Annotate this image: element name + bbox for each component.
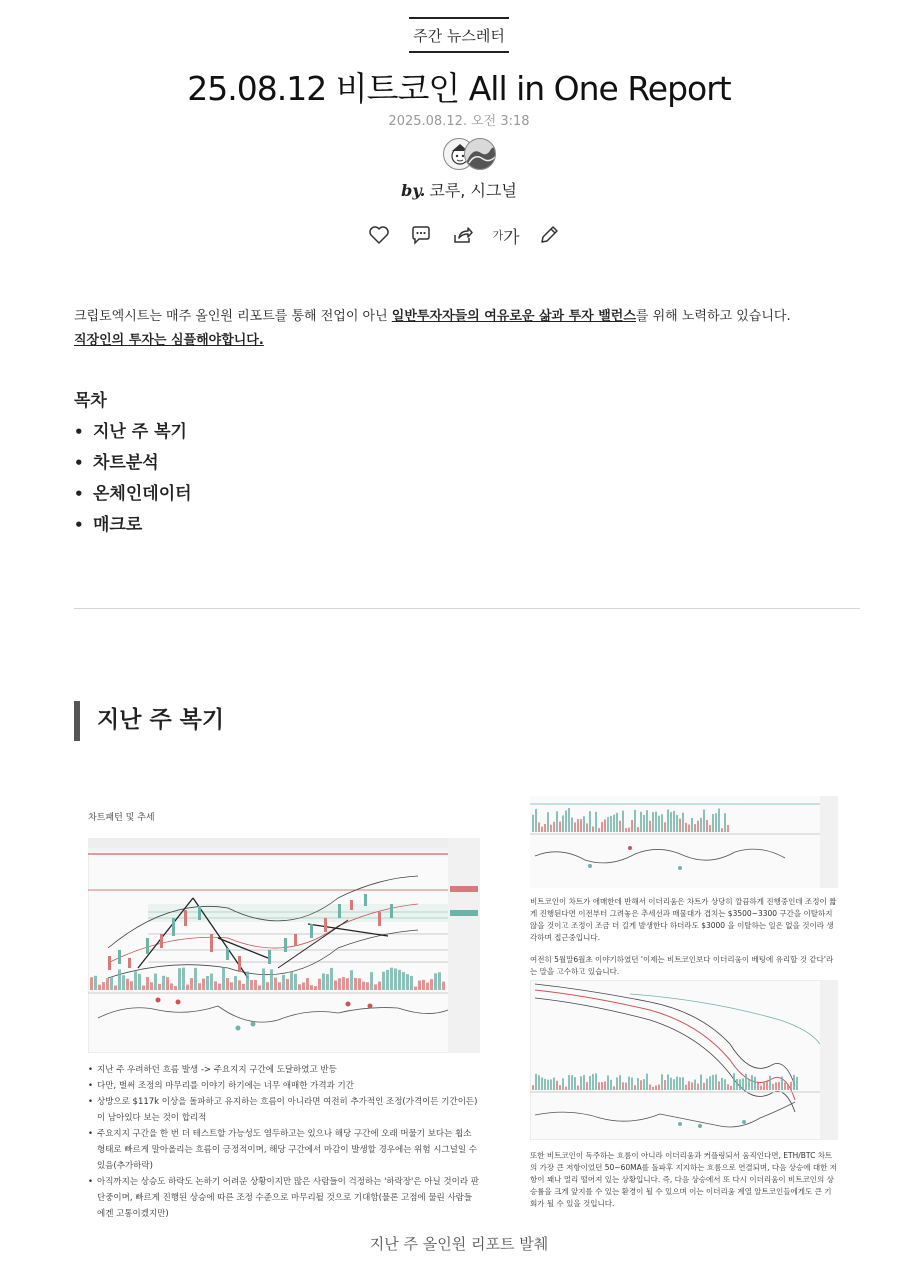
volume-bar [142, 985, 145, 990]
volume-bar [715, 813, 717, 832]
edit-button[interactable] [536, 222, 562, 248]
volume-bar [406, 974, 409, 990]
volume-bar [751, 1075, 753, 1090]
volume-bar [727, 1084, 729, 1090]
volume-bar [709, 1076, 711, 1090]
volume-bar [382, 972, 385, 990]
toc-item[interactable]: • 매크로 [74, 510, 192, 541]
volume-bar [697, 1084, 699, 1090]
volume-bar [568, 808, 570, 832]
volume-bar [106, 978, 109, 990]
volume-bar [210, 974, 213, 990]
volume-bar [583, 1075, 585, 1090]
volume-bar [565, 810, 567, 832]
volume-bar [556, 811, 558, 832]
volume-bar [544, 824, 546, 832]
volume-bar [226, 978, 229, 990]
volume-bar [760, 1086, 762, 1090]
volume-bar [772, 1084, 774, 1090]
volume-bar [607, 1075, 609, 1090]
volume-bar [158, 984, 161, 990]
volume-bar [202, 979, 205, 990]
volume-bar [547, 812, 549, 832]
volume-bar [418, 981, 421, 990]
volume-bar [577, 1085, 579, 1090]
author-avatars[interactable] [443, 138, 497, 172]
volume-bar [736, 1079, 738, 1090]
volume-bar [577, 819, 579, 832]
volume-bar [724, 813, 726, 832]
volume-bar [700, 818, 702, 832]
volume-bar [242, 984, 245, 990]
volume-bar [538, 1075, 540, 1090]
report-image-right[interactable] [528, 796, 840, 1218]
volume-bar [670, 812, 672, 832]
volume-bar [130, 981, 133, 990]
volume-bar [114, 985, 117, 990]
volume-bar [748, 1080, 750, 1090]
volume-bar [649, 1085, 651, 1090]
volume-bar [676, 1077, 678, 1090]
volume-bar [673, 811, 675, 832]
volume-bar [625, 1083, 627, 1090]
volume-bar [757, 1082, 759, 1090]
volume-bar [616, 1077, 618, 1090]
volume-bar [628, 1077, 630, 1090]
volume-bar [604, 819, 606, 832]
volume-bar [246, 972, 249, 990]
volume-bar [298, 984, 301, 990]
volume-bar [670, 1078, 672, 1090]
volume-bar [601, 1082, 603, 1090]
volume-bar [282, 975, 285, 990]
volume-bar [643, 815, 645, 832]
volume-bar [238, 980, 241, 990]
volume-bar [652, 1087, 654, 1090]
volume-bar [769, 1076, 771, 1090]
volume-bar [601, 822, 603, 832]
volume-bar [186, 985, 189, 990]
like-button[interactable] [366, 222, 392, 248]
volume-bar [712, 1075, 714, 1090]
volume-bar [619, 1075, 621, 1090]
intro-part2: 를 위해 노력하고 있습니다. [635, 309, 791, 324]
volume-bar [658, 1085, 660, 1090]
volume-bar [250, 980, 253, 990]
volume-bar [721, 1078, 723, 1090]
volume-bar [712, 814, 714, 832]
volume-bar [174, 986, 177, 990]
volume-bar [739, 1079, 741, 1090]
volume-bar [270, 969, 273, 990]
volume-bar [685, 1085, 687, 1090]
volume-bar [354, 978, 357, 990]
volume-bar [550, 825, 552, 832]
post-date: 2025.08.12. 오전 3:18 [388, 114, 530, 129]
volume-bar [589, 811, 591, 832]
volume-bar [787, 1084, 789, 1090]
volume-bar [438, 972, 441, 990]
volume-bar [290, 972, 293, 990]
volume-bar [634, 810, 636, 832]
volume-bar [254, 980, 257, 990]
volume-bar [763, 1082, 765, 1090]
volume-bar [592, 826, 594, 832]
volume-bar [568, 1075, 570, 1090]
volume-bar [334, 981, 337, 990]
volume-bar [302, 983, 305, 990]
heart-icon [367, 223, 391, 247]
volume-bar [370, 972, 373, 990]
wave-avatar-icon [465, 139, 496, 170]
table-of-contents [74, 417, 192, 541]
volume-bar [700, 1075, 702, 1090]
volume-bar [206, 976, 209, 990]
list-item: • 주요지지 구간을 한 번 더 테스트할 가능성도 염두하고는 있으나 해당 구간에 오래 머물기 보다는 횝소 형태로 빠르게 말아올리는 흐름이 긍정적이며, 해당 구간에서 마감이 발생할 경우에는 위험 시그널일 수 있음(추가하락) [88, 1126, 480, 1174]
share-button[interactable] [450, 222, 476, 248]
volume-bar [667, 1075, 669, 1090]
volume-bar [565, 1087, 567, 1090]
volume-bar [652, 812, 654, 832]
category-label[interactable]: 주간 뉴스레터 [409, 17, 509, 53]
share-icon [451, 223, 475, 247]
volume-bar [574, 1077, 576, 1090]
image-caption: 지난 주 올인원 리포트 발췌 [369, 1235, 549, 1253]
volume-bar [607, 817, 609, 832]
volume-bar [781, 1076, 783, 1090]
volume-bar [778, 1082, 780, 1090]
volume-bar [274, 978, 277, 990]
eth-paragraph-2: 여전히 5월말6월초 이야기하였던 '이제는 비트코인보다 이더리움이 베팅에 유리할 것 같다'라는 말을 고수하고 있습니다. [530, 955, 834, 976]
volume-bar [709, 825, 711, 832]
volume-bar [126, 979, 129, 990]
volume-bar [676, 815, 678, 832]
volume-bar [646, 810, 648, 832]
volume-bar [138, 974, 141, 990]
volume-bar [625, 828, 627, 832]
volume-bar [784, 1082, 786, 1090]
toc-title: 목차 [74, 391, 107, 411]
volume-bar [574, 822, 576, 832]
volume-bar [390, 968, 393, 990]
volume-bar [622, 811, 624, 832]
volume-bar [688, 1081, 690, 1090]
intro-text [74, 305, 854, 353]
volume-bar [610, 816, 612, 832]
volume-bar [218, 984, 221, 990]
volume-bar [422, 980, 425, 990]
comment-button[interactable] [408, 222, 434, 248]
volume-bar [619, 821, 621, 832]
volume-bar [718, 1081, 720, 1090]
volume-bar [262, 968, 265, 990]
volume-bar [322, 973, 325, 990]
font-size-small-glyph: 가 [492, 229, 504, 242]
volume-bar [682, 1077, 684, 1090]
chart-pattern-caption: 차트패턴 및 추세 [88, 813, 155, 823]
volume-bar [730, 1086, 732, 1090]
volume-bar [715, 1074, 717, 1090]
comment-icon [409, 223, 433, 247]
volume-bar [661, 1074, 663, 1090]
volume-bar [538, 822, 540, 832]
volume-bar [589, 1076, 591, 1090]
volume-bar [374, 984, 377, 990]
volume-bar [118, 969, 121, 990]
volume-bar [310, 985, 313, 990]
volume-bar [691, 818, 693, 832]
btc-chart-screenshot [88, 838, 480, 1053]
volume-bar [703, 1083, 705, 1090]
volume-bar [775, 1082, 777, 1090]
section-heading: 지난 주 복기 [74, 701, 224, 741]
volume-bar [214, 981, 217, 990]
volume-bar [595, 812, 597, 832]
volume-bar [541, 1077, 543, 1090]
volume-bar [661, 814, 663, 832]
volume-bar [358, 978, 361, 990]
volume-bar [346, 978, 349, 990]
volume-bar [727, 825, 729, 832]
volume-bar [134, 971, 137, 990]
avatar[interactable] [464, 138, 496, 170]
volume-bar [742, 1078, 744, 1090]
volume-bar [553, 822, 555, 832]
volume-bar [703, 810, 705, 832]
author-byline [0, 178, 918, 201]
volume-bar [414, 987, 417, 990]
volume-bar [694, 824, 696, 832]
volume-bar [655, 812, 657, 832]
volume-bar [150, 982, 153, 990]
volume-bar [190, 978, 193, 990]
post-category[interactable] [0, 17, 918, 53]
volume-bar [679, 819, 681, 832]
volume-bar [146, 977, 149, 990]
volume-bar [90, 977, 93, 990]
volume-bar [580, 819, 582, 832]
volume-bar [796, 1077, 798, 1090]
volume-bar [258, 985, 261, 990]
volume-bar [628, 828, 630, 832]
list-item: • 다만, 벌써 조정의 마무리를 이야기 하기에는 너무 애매한 가격과 기간 [88, 1078, 480, 1094]
volume-bar [610, 1080, 612, 1090]
volume-bar [182, 968, 185, 990]
volume-bar [110, 977, 113, 990]
volume-bar [793, 1075, 795, 1090]
volume-bar [688, 824, 690, 832]
volume-bar [562, 1078, 564, 1090]
volume-bar [790, 1082, 792, 1090]
toc-item[interactable]: • 차트분석 [74, 448, 192, 479]
volume-bar [658, 816, 660, 832]
volume-bar [598, 1082, 600, 1090]
volume-bar [556, 1081, 558, 1090]
volume-bar [266, 982, 269, 990]
volume-bar [559, 1085, 561, 1090]
volume-bar [378, 982, 381, 990]
volume-bar [426, 983, 429, 990]
toc-item[interactable]: • 온체인데이터 [74, 479, 192, 510]
volume-bar [724, 1079, 726, 1090]
volume-bar [394, 968, 397, 990]
intro-emphasis: 일반투자자들의 여유로운 삶과 투자 밸런스 [391, 309, 636, 324]
volume-bar [640, 1080, 642, 1090]
volume-bar [402, 972, 405, 990]
by-prefix: by. [401, 181, 426, 200]
volume-bar [664, 1080, 666, 1090]
volume-bar [350, 970, 353, 990]
volume-bar [580, 1076, 582, 1090]
volume-bar [745, 1074, 747, 1090]
volume-bar [679, 1077, 681, 1090]
volume-bar [721, 828, 723, 832]
volume-bar [98, 985, 101, 990]
volume-bar [222, 967, 225, 990]
volume-bar [330, 968, 333, 990]
toc-item[interactable]: • 지난 주 복기 [74, 417, 192, 448]
volume-bar [583, 816, 585, 832]
list-item: • 상방으로 $117k 이상을 돌파하고 유지하는 흐름이 아니라면 여전히 추가적인 조정(가격이든 기간이든)이 남아있다 보는 것이 합리적 [88, 1094, 480, 1126]
volume-bar [442, 982, 445, 990]
volume-bar [102, 982, 105, 990]
volume-bar [553, 1078, 555, 1090]
volume-bar [430, 979, 433, 990]
volume-bar [733, 1073, 735, 1090]
volume-bar [162, 976, 165, 990]
volume-bar [655, 1086, 657, 1090]
volume-bar [170, 983, 173, 990]
volume-bar [532, 815, 534, 832]
volume-bar [637, 827, 639, 832]
section-divider [74, 608, 860, 609]
volume-bar [649, 821, 651, 832]
volume-bar [664, 822, 666, 832]
volume-bar [294, 974, 297, 990]
volume-bar [571, 818, 573, 832]
volume-bar [613, 1086, 615, 1090]
volume-bar [234, 976, 237, 990]
volume-bar [306, 978, 309, 990]
volume-bar [154, 974, 157, 990]
volume-bar [631, 820, 633, 832]
volume-bar [559, 822, 561, 832]
volume-bar [94, 976, 97, 990]
volume-bar [586, 1082, 588, 1090]
volume-bar [643, 1079, 645, 1090]
volume-bar [535, 1074, 537, 1090]
volume-bar [598, 828, 600, 832]
volume-bar [230, 982, 233, 990]
volume-bar [691, 1082, 693, 1090]
volume-bar [718, 809, 720, 832]
author-names: 코루, 시그널 [429, 181, 517, 200]
volume-bar [532, 1085, 534, 1090]
volume-bar [166, 977, 169, 990]
list-item: • 아직까지는 상승도 하락도 논하기 어려운 상황이지만 많은 사람들이 걱정하는 '하락장'은 아닐 것이라 판단중이며, 빠르게 진행된 상승에 따른 조정 수준으로 마무리될 것으로 기대함(물론 고점에 물린 사람들에겐 고통이겠지만) [88, 1174, 480, 1222]
volume-bar [766, 1080, 768, 1090]
volume-bar [604, 1081, 606, 1090]
volume-bar [278, 982, 281, 990]
volume-bar [622, 1082, 624, 1090]
volume-bar [547, 1080, 549, 1090]
volume-bar [706, 1079, 708, 1090]
volume-bar [754, 1077, 756, 1090]
post-title: 25.08.12 비트코인 All in One Report [187, 69, 731, 108]
volume-bar [667, 810, 669, 832]
volume-bar [646, 1074, 648, 1090]
volume-bar [286, 979, 289, 990]
ethbtc-analysis-text: 또한 비트코인이 독주하는 흐름이 아니라 이더리움과 커플링되서 움직인다면, ETH/BTC 차트의 가장 큰 저항이었던 50~60MA를 돌파후 지지하는 흐름으로 연결되며, 다음 상승에 대한 저항이 꽤나 멀리 떨어져 있는 상황입니다. 즉, 다음 상승에서 또 다시 이더리움이 비트코인의 상승률을 크게 앞지를 수 있는 환경이 될 수 있으며 이는 이더리움 계열 알트코인들에게도 큰 기회가 될 수 있을 것입니다. [530, 1151, 838, 1208]
volume-bar [637, 1078, 639, 1090]
volume-bar [616, 813, 618, 832]
intro-part1: 크립토엑시트는 매주 올인원 리포트를 통해 전업이 아닌 [74, 309, 392, 324]
volume-bar [326, 974, 329, 990]
volume-bar [338, 978, 341, 990]
volume-bar [685, 823, 687, 832]
volume-bar [318, 979, 321, 990]
volume-bar [673, 1079, 675, 1090]
report-image-left[interactable] [84, 800, 484, 1225]
volume-bar [571, 1075, 573, 1090]
eth-analysis-text [530, 896, 838, 978]
post-actions [366, 222, 562, 248]
volume-bar [631, 1078, 633, 1090]
volume-bar [682, 813, 684, 832]
volume-bar [697, 821, 699, 832]
volume-bar [342, 977, 345, 990]
list-item: • 지난 주 우려하던 흐름 발생 -> 주요지지 구간에 도달하였고 반등 [88, 1062, 480, 1078]
volume-bar [640, 812, 642, 832]
volume-bar [122, 975, 125, 990]
volume-bar [398, 970, 401, 990]
volume-bar [194, 968, 197, 990]
ethbtc-chart-screenshot [530, 980, 838, 1140]
volume-bar [634, 1085, 636, 1090]
volume-bar [550, 1079, 552, 1090]
volume-bar [562, 815, 564, 832]
volume-bar [586, 823, 588, 832]
eth-paragraph-1: 비트코인이 차트가 애매한데 반해서 이더리움은 차트가 상당히 깔끔하게 진행중인데 조정이 짧게 진행된다면 이전부터 그려놓은 추세선과 매물대가 겹치는 $3500~3300 구간을 이탈하지 않을 것이고 조정이 조금 더 길게 발생한다 하더라도 $3000 을 이탈하는 일은 없을 것이라 생각하며 접근중입니다. [530, 897, 837, 942]
volume-bar [595, 1073, 597, 1090]
font-size-button[interactable] [492, 222, 520, 248]
volume-bar [434, 973, 437, 990]
volume-bar [613, 815, 615, 832]
volume-bar [314, 986, 317, 990]
intro-line2: 직장인의 투자는 심플해야합니다. [74, 333, 264, 348]
pencil-icon [537, 223, 561, 247]
volume-bar [362, 982, 365, 990]
volume-bar [706, 820, 708, 832]
volume-bar [386, 970, 389, 990]
volume-bar [544, 1079, 546, 1090]
volume-bar [535, 809, 537, 832]
volume-bar [178, 968, 181, 990]
volume-bar [541, 827, 543, 832]
btc-volume-chart-screenshot [530, 796, 838, 888]
left-bullet-list [88, 1062, 480, 1222]
volume-bar [694, 1080, 696, 1090]
volume-bar [366, 982, 369, 990]
volume-bar [198, 983, 201, 990]
font-size-large-glyph: 가 [503, 227, 520, 248]
volume-bar [592, 1074, 594, 1090]
volume-bar [410, 976, 413, 990]
